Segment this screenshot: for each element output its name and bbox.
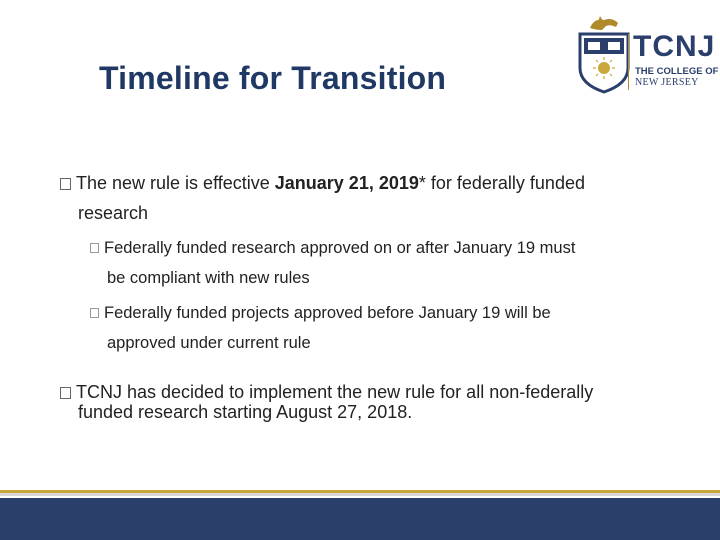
- logo-abbr: TCNJ: [633, 30, 716, 63]
- bullet-box-icon: [60, 387, 71, 399]
- logo-line1: THE COLLEGE OF: [635, 66, 719, 77]
- bullet2-line1: TCNJ has decided to implement the new rule for all non-federally: [76, 382, 594, 402]
- subbullet-compliant: [90, 233, 680, 293]
- footer-bar: [0, 498, 720, 540]
- bullet-tcnj-decision: [60, 382, 680, 422]
- bullet-text-post: * for federally funded: [418, 173, 585, 193]
- bullet2-line2: funded research starting August 27, 2018.: [78, 402, 413, 422]
- footer-gray-rule: [0, 493, 720, 496]
- bullet-effective-date: [60, 166, 680, 230]
- logo-divider: [628, 34, 629, 90]
- bullet-text-bold-date: January 21, 2019: [274, 173, 419, 193]
- subbullet-line2: approved under current rule: [107, 334, 311, 352]
- bullet-box-icon: [60, 178, 71, 190]
- subbullet-current-rule: [90, 298, 680, 358]
- bullet-box-icon: [90, 308, 99, 318]
- bullet-text-cont: research: [78, 203, 149, 223]
- slide-title: Timeline for Transition: [99, 60, 447, 96]
- tcnj-crest-icon: [576, 14, 632, 94]
- bullet-box-icon: [90, 243, 99, 253]
- subbullet-line1: Federally funded projects approved before January 19 will be: [104, 304, 551, 322]
- subbullet-line2: be compliant with new rules: [107, 269, 310, 287]
- logo-line2: NEW JERSEY: [635, 77, 699, 88]
- tcnj-logo: [576, 14, 719, 94]
- bullet-text-pre: The new rule is effective: [76, 173, 275, 193]
- subbullet-line1: Federally funded research approved on or after January 19 must: [104, 239, 576, 257]
